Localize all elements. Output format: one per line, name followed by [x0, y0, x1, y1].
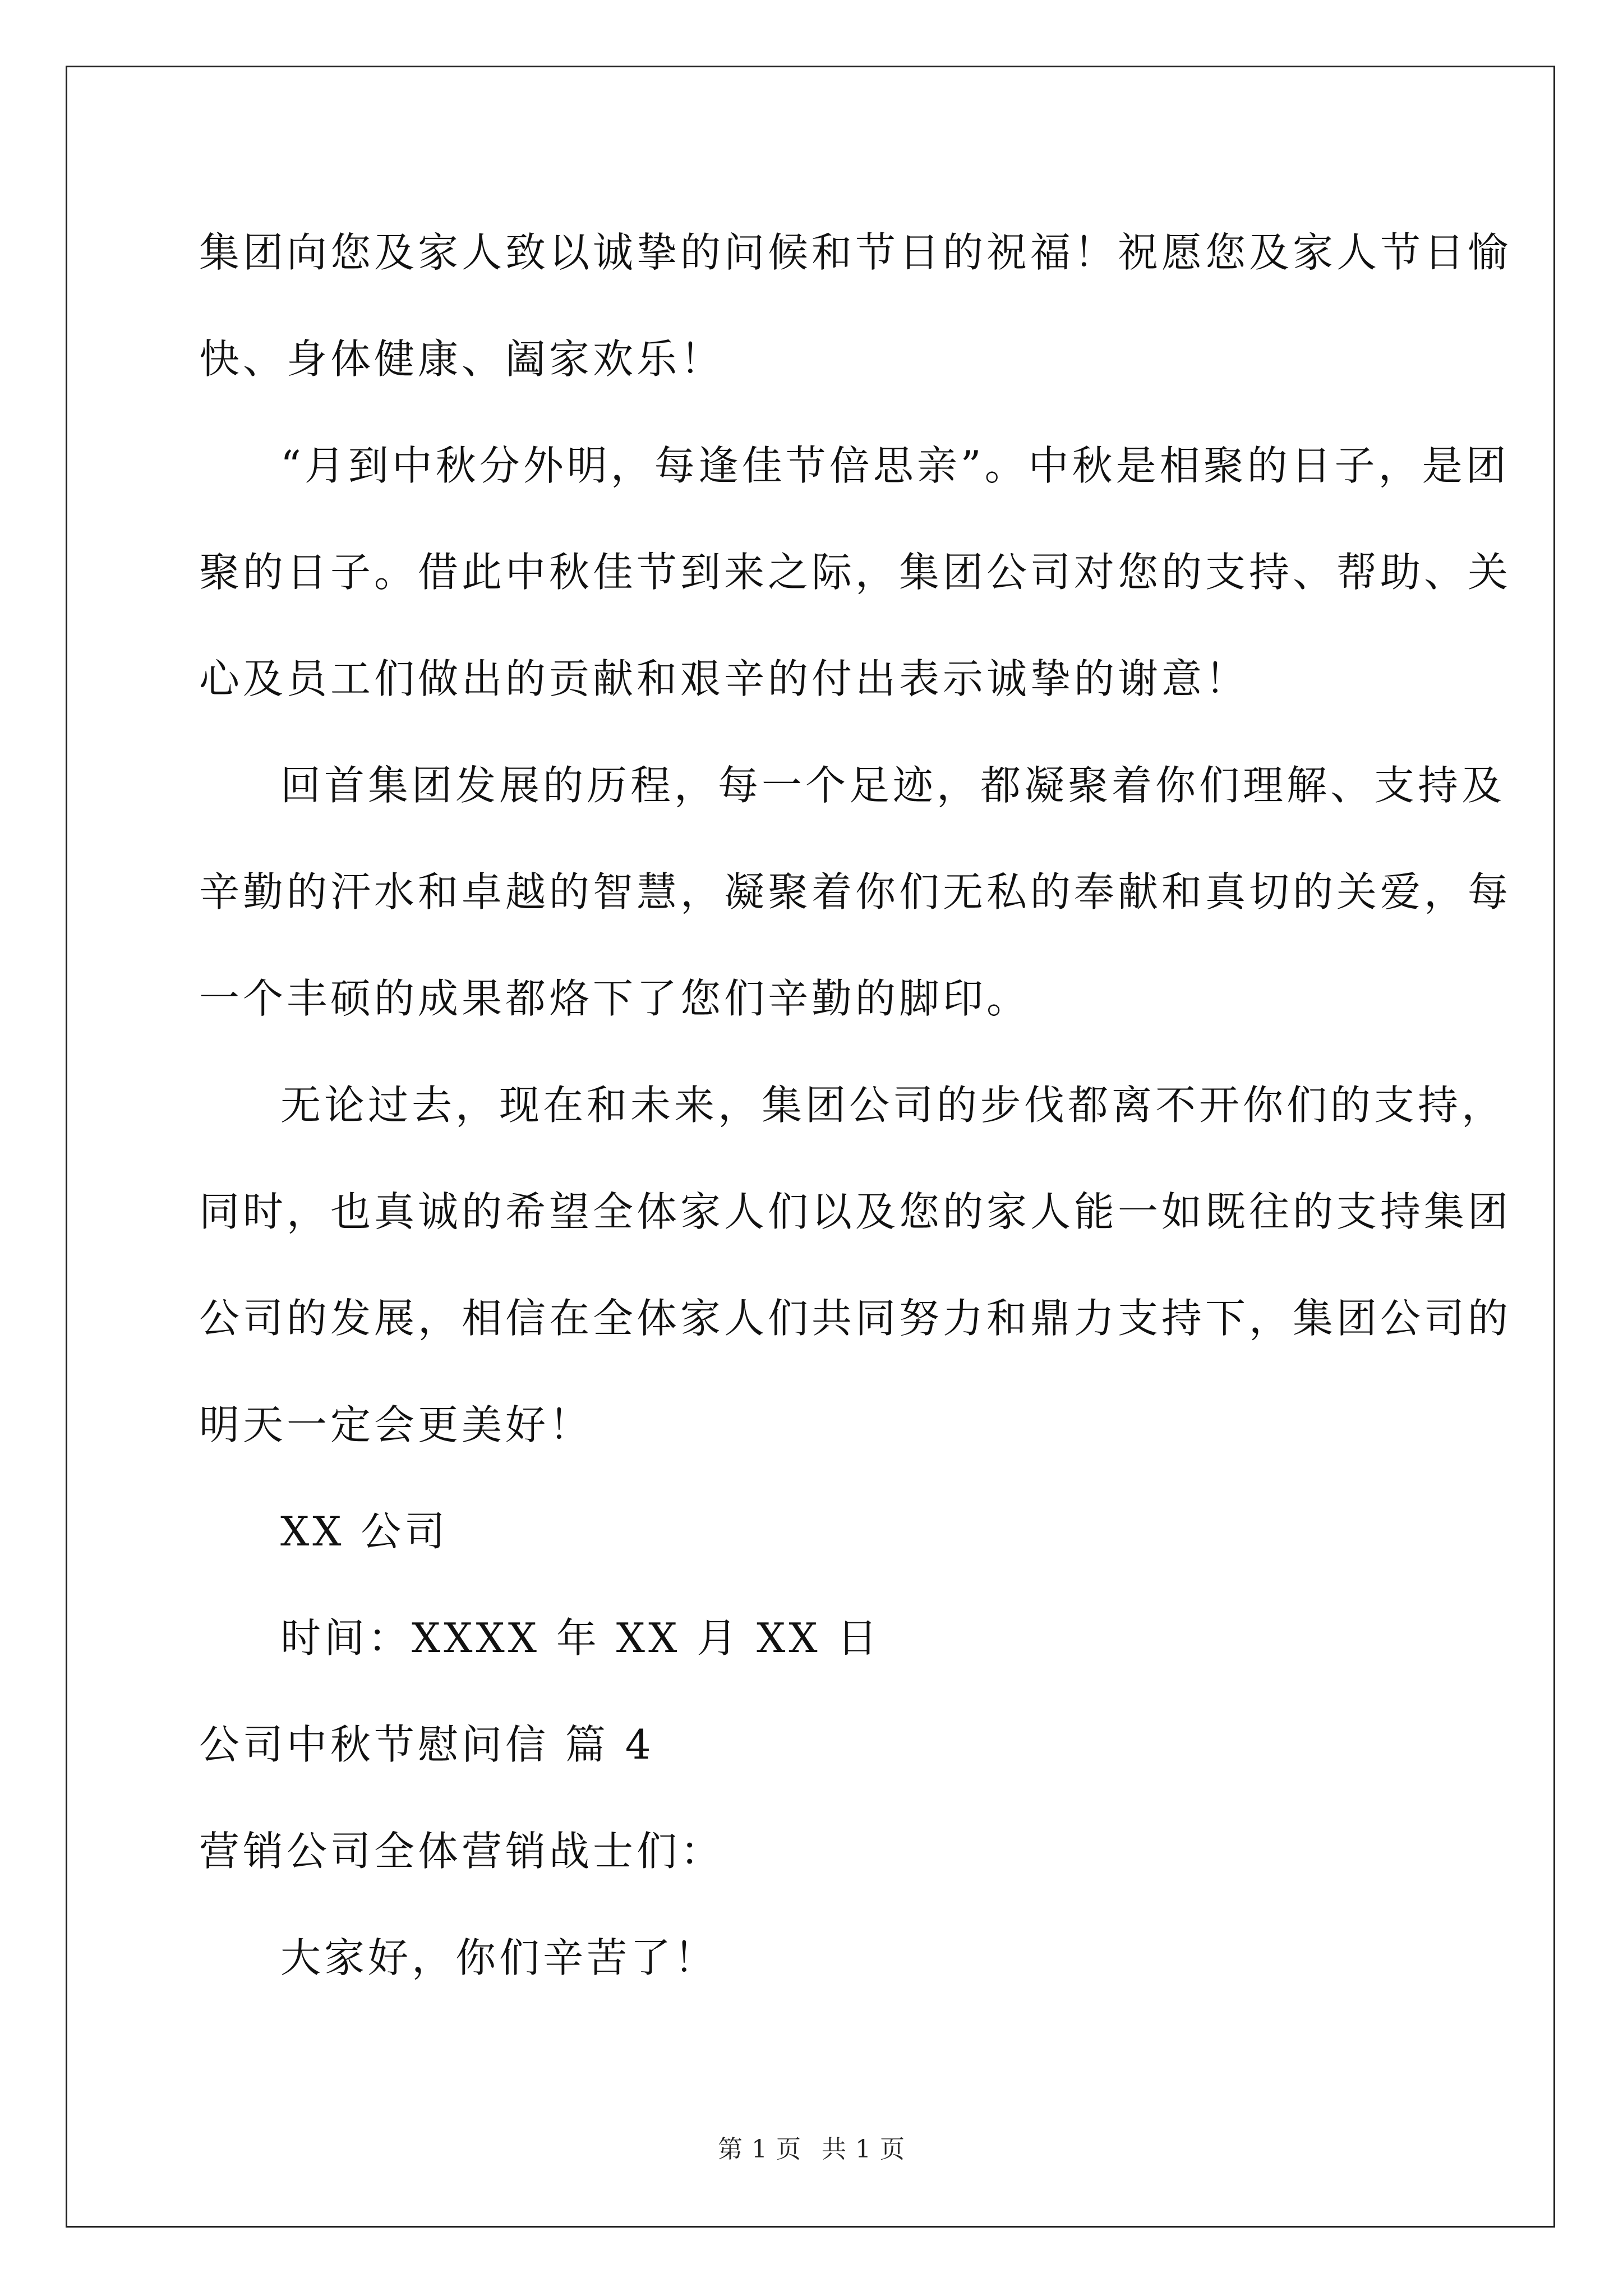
- section-heading: 公司中秋节慰问信 篇 4: [199, 1721, 654, 1768]
- text-line: 聚的日子。借此中秋佳节到来之际，集团公司对您的支持、帮助、关: [199, 549, 1512, 596]
- signature-date: 时间：XXXX 年 XX 月 XX 日: [280, 1614, 881, 1662]
- paragraph-start-line: 无论过去，现在和未来，集团公司的步伐都离不开你们的支持，: [280, 1082, 1506, 1129]
- paragraph-start-line: 回首集团发展的历程，每一个足迹，都凝聚着你们理解、支持及: [280, 762, 1506, 809]
- text-line: 同时，也真诚的希望全体家人们以及您的家人能一如既往的支持集团: [199, 1188, 1512, 1235]
- text-line: 集团向您及家人致以诚挚的问候和节日的祝福！祝愿您及家人节日愉: [199, 229, 1512, 276]
- text-line: 明天一定会更美好！: [199, 1401, 593, 1448]
- paragraph-start-line: “月到中秋分外明，每逢佳节倍思亲”。中秋是相聚的日子，是团: [280, 442, 1510, 489]
- page-number: 第 1 页: [718, 2135, 801, 2164]
- text-line: 一个丰硕的成果都烙下了您们辛勤的脚印。: [199, 975, 1031, 1022]
- page-footer: [0, 2129, 1623, 2165]
- text-line: 心及员工们做出的贡献和艰辛的付出表示诚挚的谢意！: [199, 655, 1249, 702]
- page-border: [66, 66, 1555, 2228]
- signature-company: XX 公司: [280, 1508, 449, 1555]
- page-total: 共 1 页: [822, 2135, 905, 2164]
- text-line: 快、身体健康、阖家欢乐！: [199, 335, 725, 383]
- text-line: 辛勤的汗水和卓越的智慧，凝聚着你们无私的奉献和真切的关爱，每: [199, 868, 1512, 915]
- text-line: 公司的发展，相信在全体家人们共同努力和鼎力支持下，集团公司的: [199, 1295, 1512, 1342]
- greeting-line: 大家好，你们辛苦了！: [280, 1934, 718, 1981]
- salutation: 营销公司全体营销战士们：: [199, 1828, 725, 1875]
